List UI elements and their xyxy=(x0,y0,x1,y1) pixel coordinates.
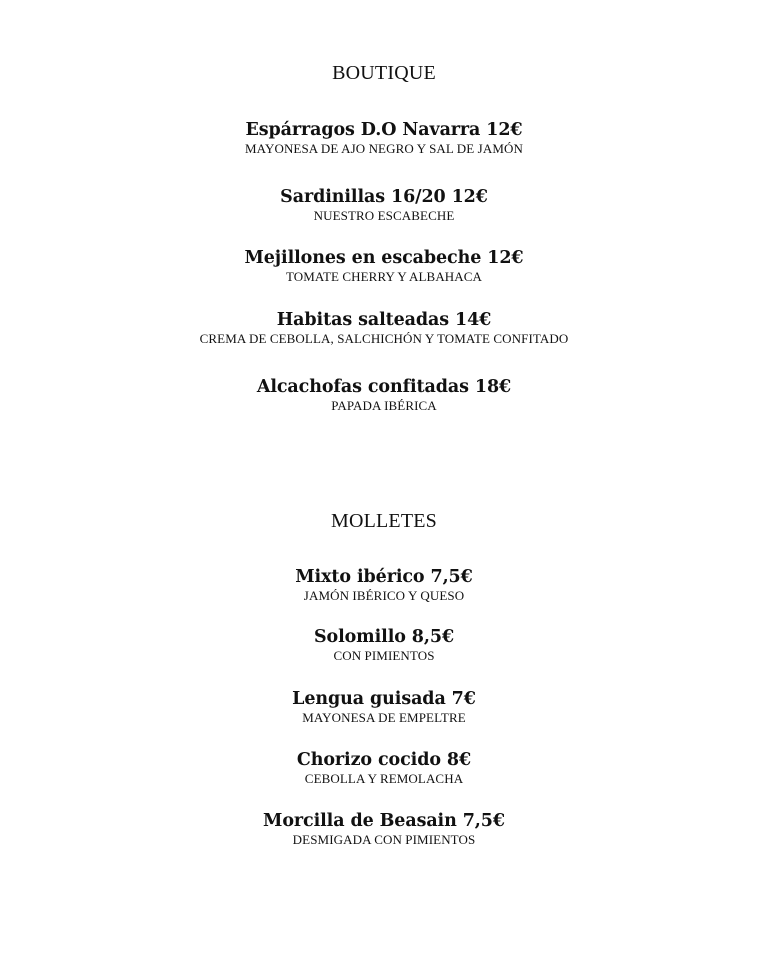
item-name: Mejillones en escabeche 12€ xyxy=(244,248,524,268)
item-name: Mixto ibérico 7,5€ xyxy=(295,567,473,587)
section-title-boutique: BOUTIQUE xyxy=(332,62,436,84)
item-name: Alcachofas confitadas 18€ xyxy=(256,377,512,397)
item-name: Chorizo cocido 8€ xyxy=(296,750,472,770)
menu-item xyxy=(0,247,768,285)
menu-item xyxy=(0,309,768,347)
item-description: CEBOLLA Y REMOLACHA xyxy=(304,771,464,786)
item-name: Habitas salteadas 14€ xyxy=(276,310,492,330)
item-description: TOMATE CHERRY Y ALBAHACA xyxy=(285,269,483,284)
item-description: MAYONESA DE AJO NEGRO Y SAL DE JAMÓN xyxy=(245,141,523,156)
item-name: Espárragos D.O Navarra 12€ xyxy=(245,120,523,140)
menu-item xyxy=(0,810,768,848)
item-description: JAMÓN IBÉRICO Y QUESO xyxy=(303,588,465,603)
item-name: Lengua guisada 7€ xyxy=(292,689,476,709)
menu-item xyxy=(0,376,768,414)
item-description: PAPADA IBÉRICA xyxy=(331,398,437,413)
menu-item xyxy=(0,119,768,157)
menu-item xyxy=(0,566,768,604)
menu-item xyxy=(0,749,768,787)
menu-item xyxy=(0,186,768,224)
item-description: CREMA DE CEBOLLA, SALCHICHÓN Y TOMATE CONFITADO xyxy=(199,331,569,346)
item-description: DESMIGADA CON PIMIENTOS xyxy=(292,832,476,847)
item-name: Sardinillas 16/20 12€ xyxy=(280,187,488,207)
menu-item xyxy=(0,626,768,664)
item-name: Morcilla de Beasain 7,5€ xyxy=(263,811,505,831)
section-title-molletes: MOLLETES xyxy=(330,510,438,532)
item-description: MAYONESA DE EMPELTRE xyxy=(302,710,466,725)
menu-item xyxy=(0,688,768,726)
item-description: NUESTRO ESCABECHE xyxy=(313,208,455,223)
item-description: CON PIMIENTOS xyxy=(333,648,435,663)
item-name: Solomillo 8,5€ xyxy=(313,627,455,647)
